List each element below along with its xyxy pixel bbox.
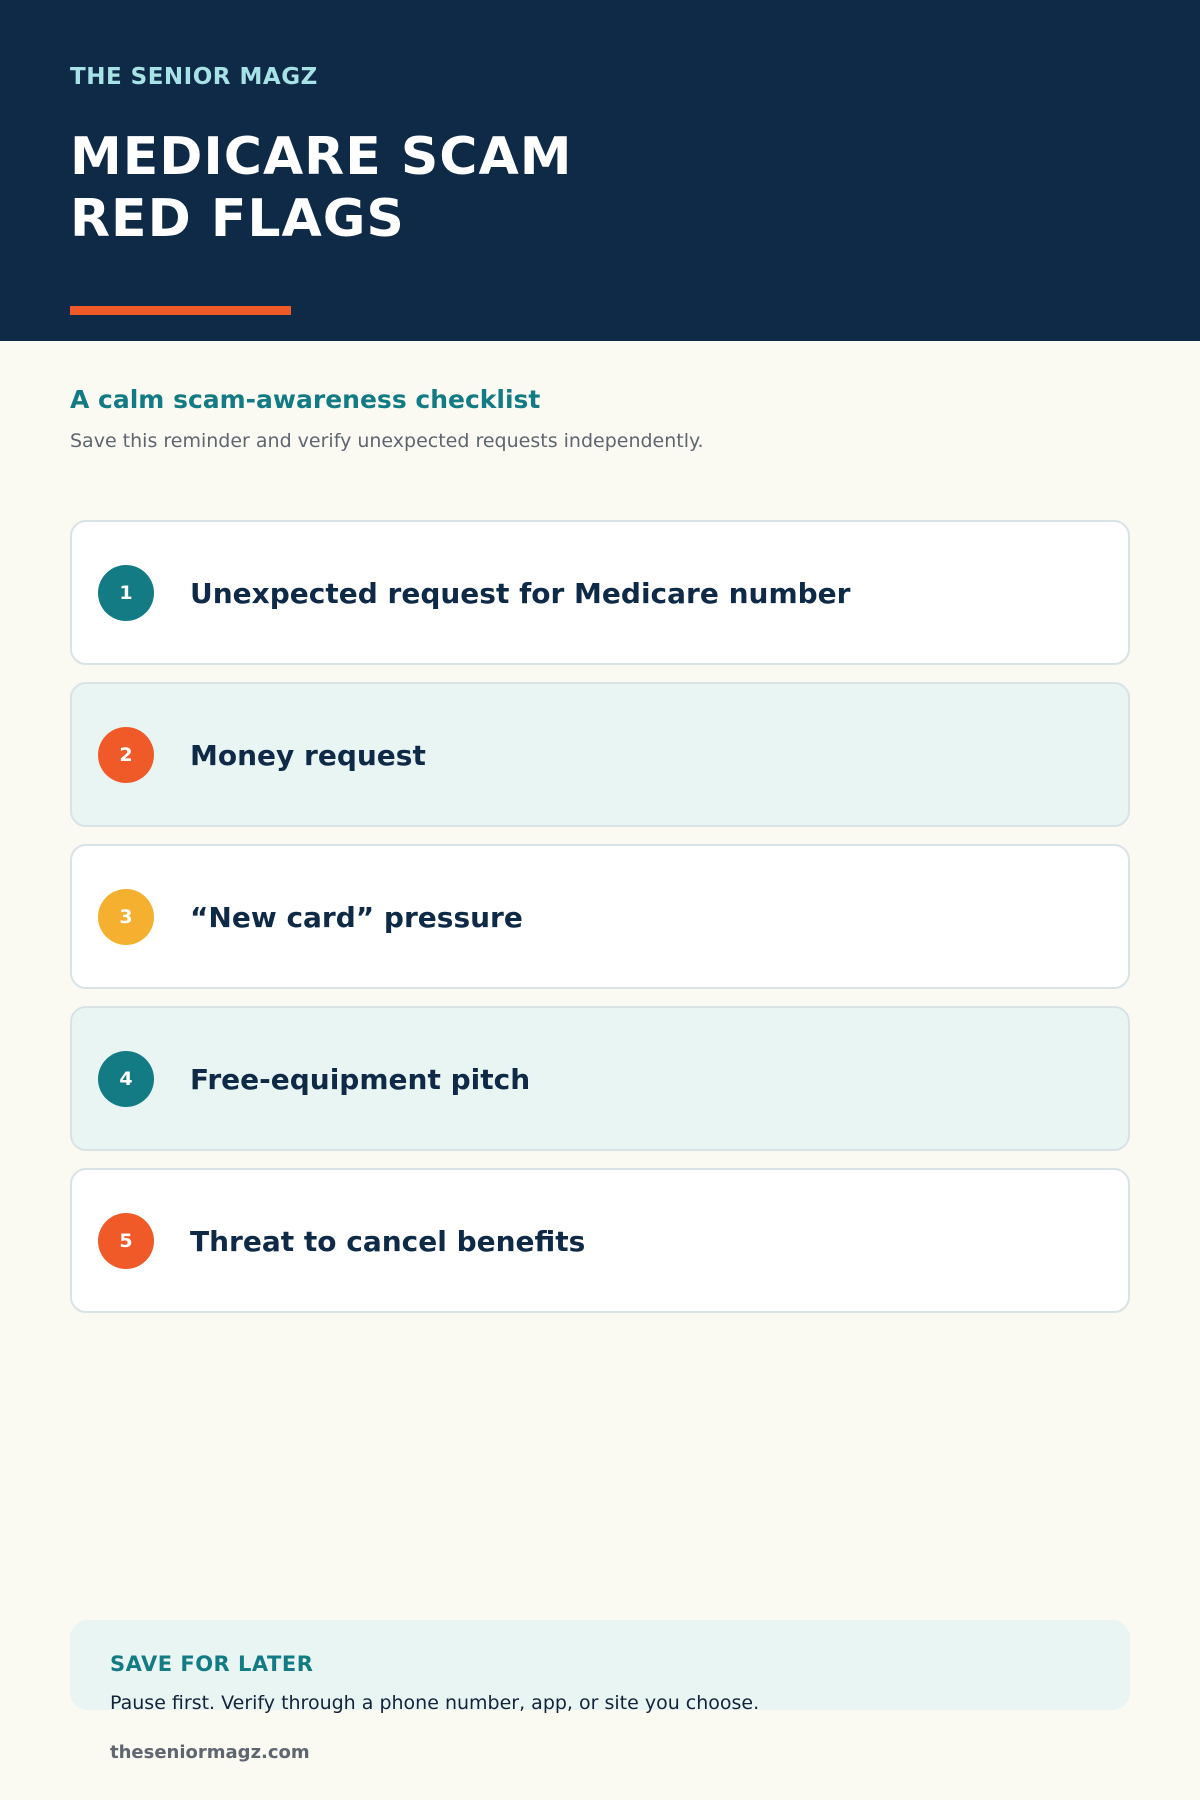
red-flag-item bbox=[70, 682, 1130, 827]
number-badge: 5 bbox=[98, 1213, 154, 1269]
page-title bbox=[70, 126, 572, 250]
red-flag-item bbox=[70, 520, 1130, 665]
red-flag-list bbox=[70, 520, 1130, 1330]
title-line-2: RED FLAGS bbox=[70, 189, 405, 249]
red-flag-item bbox=[70, 844, 1130, 989]
intro-text: Save this reminder and verify unexpected requests independently. bbox=[70, 430, 704, 452]
number-badge: 3 bbox=[98, 889, 154, 945]
number-badge: 2 bbox=[98, 727, 154, 783]
number-badge: 4 bbox=[98, 1051, 154, 1107]
checklist-subtitle: A calm scam-awareness checklist bbox=[70, 385, 541, 414]
title-line-1: MEDICARE SCAM bbox=[70, 127, 573, 187]
red-flag-item bbox=[70, 1168, 1130, 1313]
red-flag-item bbox=[70, 1006, 1130, 1151]
red-flag-label: “New card” pressure bbox=[190, 901, 523, 934]
red-flag-label: Threat to cancel benefits bbox=[190, 1225, 586, 1258]
save-for-later-text: Pause first. Verify through a phone number, app, or site you choose. bbox=[110, 1692, 760, 1714]
number-badge: 1 bbox=[98, 565, 154, 621]
red-flag-label: Unexpected request for Medicare number bbox=[190, 577, 851, 610]
red-flag-label: Money request bbox=[190, 739, 426, 772]
site-url: theseniormagz.com bbox=[110, 1742, 310, 1763]
header-banner bbox=[0, 0, 1200, 341]
red-flag-label: Free-equipment pitch bbox=[190, 1063, 531, 1096]
accent-divider bbox=[70, 306, 291, 315]
brand-name: THE SENIOR MAGZ bbox=[70, 64, 318, 90]
save-for-later-title: SAVE FOR LATER bbox=[110, 1652, 314, 1676]
